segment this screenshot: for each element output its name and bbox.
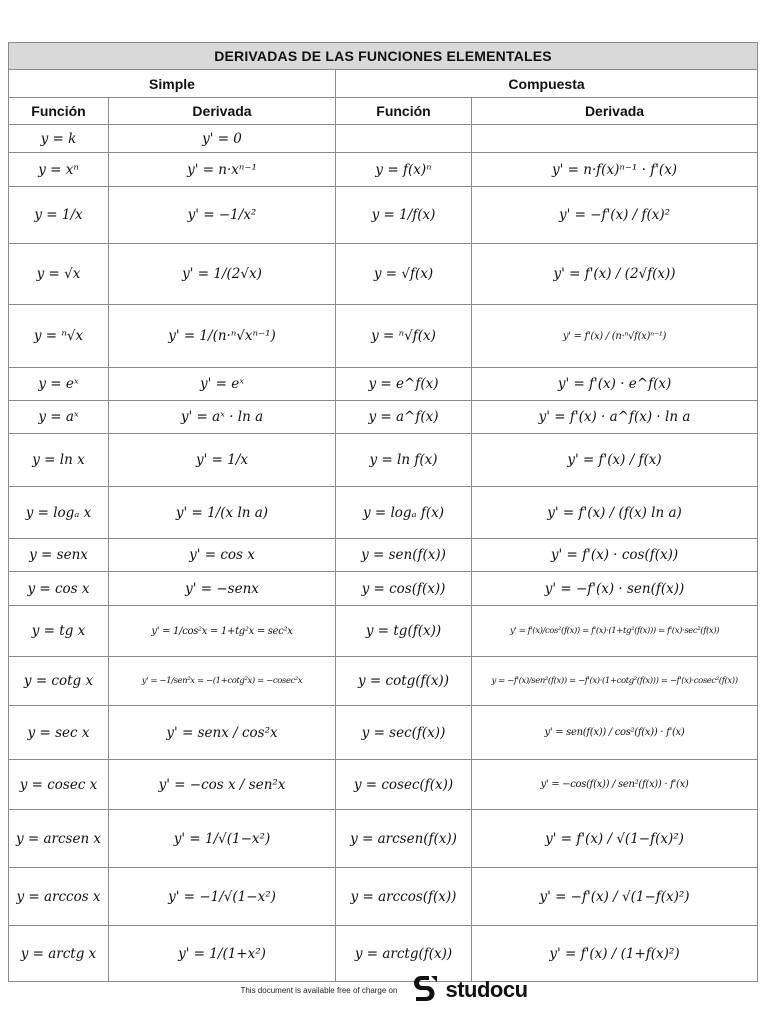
simple-derivative-cell: y' = 1/(x ln a) [109,487,336,539]
composite-derivative-cell: y' = −f'(x) · sen(f(x)) [472,572,758,606]
simple-function-cell: y = cos x [9,572,109,606]
composite-derivative-cell: y' = f'(x) · a^f(x) · ln a [472,401,758,434]
simple-derivative-cell: y' = −1/√(1−x²) [109,868,336,926]
simple-derivative-cell: y' = 1/(1+x²) [109,926,336,982]
composite-derivative-cell: y = −f'(x)/sen²(f(x)) = −f'(x)·(1+cotg²(f(x))) = −f'(x)·cosec²(f(x)) [472,657,758,706]
column-header-compuesta-derivada: Derivada [472,98,758,125]
simple-function-cell: y = ln x [9,434,109,487]
composite-derivative-cell: y' = f'(x)/cos²(f(x)) = f'(x)·(1+tg²(f(x))) = f'(x)·sec²(f(x)) [472,606,758,657]
column-header-simple-derivada: Derivada [109,98,336,125]
simple-function-cell: y = arccos x [9,868,109,926]
composite-derivative-cell: y' = f'(x) / (f(x) ln a) [472,487,758,539]
table-row [9,706,758,760]
composite-function-cell: y = a^f(x) [336,401,472,434]
simple-derivative-cell: y' = n·xⁿ⁻¹ [109,153,336,187]
simple-derivative-cell: y' = 1/(n·ⁿ√xⁿ⁻¹) [109,305,336,368]
composite-function-cell: y = sec(f(x)) [336,706,472,760]
simple-derivative-cell: y' = 0 [109,125,336,153]
simple-derivative-cell: y' = cos x [109,539,336,572]
composite-derivative-cell: y' = f'(x) / (2√f(x)) [472,244,758,305]
simple-function-cell: y = arcsen x [9,810,109,868]
composite-derivative-cell: y' = f'(x) / f(x) [472,434,758,487]
simple-function-cell: y = logₐ x [9,487,109,539]
simple-derivative-cell: y' = 1/cos²x = 1+tg²x = sec²x [109,606,336,657]
table-row [9,434,758,487]
table-row [9,401,758,434]
table-row [9,125,758,153]
table-row [9,187,758,244]
composite-derivative-cell: y' = f'(x) · e^f(x) [472,368,758,401]
simple-derivative-cell: y' = 1/x [109,434,336,487]
simple-function-cell: y = eˣ [9,368,109,401]
simple-function-cell: y = √x [9,244,109,305]
table-row [9,606,758,657]
column-header-compuesta-funcion: Función [336,98,472,125]
table-row [9,868,758,926]
simple-function-cell: y = senx [9,539,109,572]
table-row [9,810,758,868]
table-row [9,244,758,305]
studocu-link[interactable] [411,973,527,1008]
composite-derivative-cell: y' = −cos(f(x)) / sen²(f(x)) · f'(x) [472,760,758,810]
simple-function-cell: y = aˣ [9,401,109,434]
composite-function-cell [336,125,472,153]
simple-derivative-cell: y' = aˣ · ln a [109,401,336,434]
composite-derivative-cell: y' = sen(f(x)) / cos²(f(x)) · f'(x) [472,706,758,760]
simple-function-cell: y = cosec x [9,760,109,810]
simple-function-cell: y = ⁿ√x [9,305,109,368]
simple-derivative-cell: y' = −1/x² [109,187,336,244]
composite-derivative-cell: y' = f'(x) / √(1−f(x)²) [472,810,758,868]
table-row [9,760,758,810]
composite-derivative-cell: y' = f'(x) / (1+f(x)²) [472,926,758,982]
composite-derivative-cell [472,125,758,153]
table-row [9,487,758,539]
table-row [9,153,758,187]
column-header-simple-funcion: Función [9,98,109,125]
table-row [9,572,758,606]
simple-derivative-cell: y' = 1/√(1−x²) [109,810,336,868]
table-row [9,368,758,401]
composite-derivative-cell: y' = −f'(x) / f(x)² [472,187,758,244]
footer [0,972,768,1008]
composite-derivative-cell: y' = n·f(x)ⁿ⁻¹ · f'(x) [472,153,758,187]
composite-function-cell: y = √f(x) [336,244,472,305]
composite-derivative-cell: y' = f'(x) · cos(f(x)) [472,539,758,572]
composite-function-cell: y = cos(f(x)) [336,572,472,606]
simple-derivative-cell: y' = −senx [109,572,336,606]
group-header-compuesta: Compuesta [336,70,758,98]
composite-function-cell: y = sen(f(x)) [336,539,472,572]
simple-function-cell: y = 1/x [9,187,109,244]
simple-derivative-cell: y' = −cos x / sen²x [109,760,336,810]
simple-derivative-cell: y' = eˣ [109,368,336,401]
table-title: DERIVADAS DE LAS FUNCIONES ELEMENTALES [9,43,758,70]
table-row [9,539,758,572]
simple-function-cell: y = sec x [9,706,109,760]
composite-derivative-cell: y' = −f'(x) / √(1−f(x)²) [472,868,758,926]
group-header-simple: Simple [9,70,336,98]
table-row [9,305,758,368]
simple-function-cell: y = xⁿ [9,153,109,187]
composite-function-cell: y = ln f(x) [336,434,472,487]
composite-function-cell: y = cotg(f(x)) [336,657,472,706]
composite-function-cell: y = e^f(x) [336,368,472,401]
simple-function-cell: y = arctg x [9,926,109,982]
composite-function-cell: y = cosec(f(x)) [336,760,472,810]
composite-function-cell: y = tg(f(x)) [336,606,472,657]
composite-function-cell: y = 1/f(x) [336,187,472,244]
table-row [9,657,758,706]
composite-function-cell: y = logₐ f(x) [336,487,472,539]
simple-derivative-cell: y' = −1/sen²x = −(1+cotg²x) = −cosec²x [109,657,336,706]
composite-derivative-cell: y' = f'(x) / (n·ⁿ√f(x)ⁿ⁻¹) [472,305,758,368]
derivatives-table [8,42,758,982]
simple-derivative-cell: y' = senx / cos²x [109,706,336,760]
simple-function-cell: y = tg x [9,606,109,657]
simple-derivative-cell: y' = 1/(2√x) [109,244,336,305]
studocu-logo-icon [411,973,441,1008]
studocu-brand-name: studocu [445,977,528,1002]
composite-function-cell: y = arcsen(f(x)) [336,810,472,868]
simple-function-cell: y = cotg x [9,657,109,706]
composite-function-cell: y = arccos(f(x)) [336,868,472,926]
composite-function-cell: y = arctg(f(x)) [336,926,472,982]
simple-function-cell: y = k [9,125,109,153]
composite-function-cell: y = f(x)ⁿ [336,153,472,187]
composite-function-cell: y = ⁿ√f(x) [336,305,472,368]
footer-note: This document is available free of charge on [240,985,398,995]
